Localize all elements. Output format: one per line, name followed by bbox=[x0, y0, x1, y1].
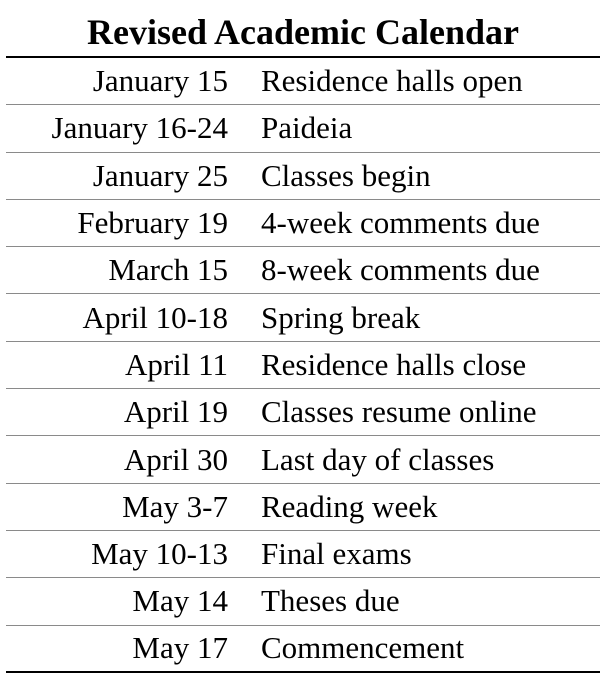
row-date: May 17 bbox=[132, 630, 228, 666]
row-event: Commencement bbox=[261, 630, 465, 666]
table-row bbox=[6, 484, 600, 531]
row-date: April 11 bbox=[124, 346, 228, 382]
row-event: Residence halls open bbox=[261, 63, 523, 99]
table-row bbox=[6, 626, 600, 673]
table-row bbox=[6, 578, 600, 625]
row-date: February 19 bbox=[77, 205, 228, 241]
row-event: Reading week bbox=[261, 488, 438, 524]
table-row bbox=[6, 389, 600, 436]
table-row bbox=[6, 105, 600, 152]
table-row bbox=[6, 58, 600, 105]
row-event: Theses due bbox=[261, 583, 400, 619]
row-date: May 10-13 bbox=[91, 536, 228, 572]
row-event: Paideia bbox=[261, 110, 353, 146]
table-row bbox=[6, 153, 600, 200]
table-row bbox=[6, 342, 600, 389]
row-date: March 15 bbox=[108, 252, 228, 288]
row-event: Classes begin bbox=[261, 157, 431, 193]
row-event: Classes resume online bbox=[261, 394, 537, 430]
table-title: Revised Academic Calendar bbox=[6, 0, 600, 58]
row-date: May 3-7 bbox=[122, 488, 228, 524]
table-row bbox=[6, 436, 600, 483]
row-event: Final exams bbox=[261, 536, 412, 572]
table-row bbox=[6, 531, 600, 578]
calendar-table bbox=[6, 0, 600, 673]
table-row bbox=[6, 294, 600, 341]
row-event: 4-week comments due bbox=[261, 205, 540, 241]
table-row bbox=[6, 200, 600, 247]
table-row bbox=[6, 247, 600, 294]
row-event: 8-week comments due bbox=[261, 252, 540, 288]
row-date: April 10-18 bbox=[82, 299, 228, 335]
row-date: April 19 bbox=[123, 394, 228, 430]
row-date: May 14 bbox=[132, 583, 228, 619]
row-date: January 16-24 bbox=[51, 110, 228, 146]
row-event: Spring break bbox=[261, 299, 421, 335]
row-event: Last day of classes bbox=[261, 441, 495, 477]
row-date: April 30 bbox=[123, 441, 228, 477]
row-date: January 15 bbox=[92, 63, 228, 99]
row-date: January 25 bbox=[92, 157, 228, 193]
row-event: Residence halls close bbox=[261, 346, 527, 382]
